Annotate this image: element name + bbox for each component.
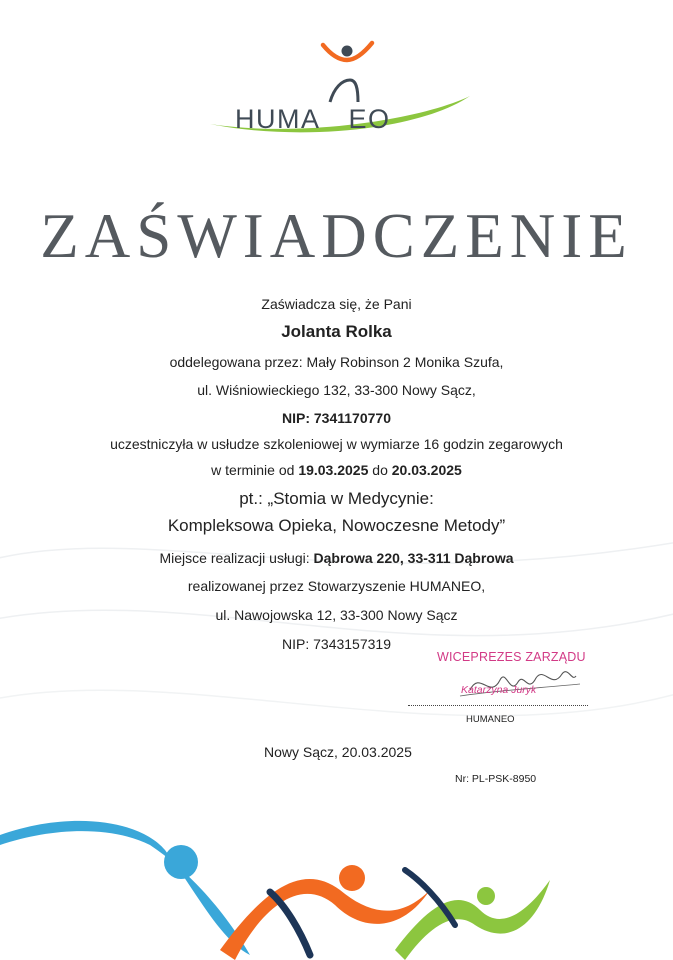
green-dot xyxy=(477,887,495,905)
delegated-by-line: oddelegowana przez: Mały Robinson 2 Monika Szufa, xyxy=(169,354,504,370)
orange-dot xyxy=(339,865,365,891)
term-line xyxy=(0,462,673,478)
stamp-title: WICEPREZES ZARZĄDU xyxy=(437,650,586,664)
location-line xyxy=(0,550,673,566)
document-number: Nr: PL-PSK-8950 xyxy=(455,773,537,785)
term-prefix: w terminie od xyxy=(211,462,295,478)
participation-line: uczestniczyła w usłudze szkoleniowej w wymiarze 16 godzin zegarowych xyxy=(110,436,563,452)
date-from: 19.03.2025 xyxy=(298,462,369,478)
navy-accent-left xyxy=(270,892,310,955)
location-value: Dąbrowa 220, 33-311 Dąbrowa xyxy=(313,550,514,566)
signature-organization: HUMANEO xyxy=(466,714,515,725)
humaneo-logo xyxy=(0,30,673,140)
stamp-name: Katarzyna Juryk xyxy=(461,684,537,696)
signature-line xyxy=(408,705,588,706)
person-name: Jolanta Rolka xyxy=(281,322,392,341)
blue-ribbon xyxy=(0,821,250,955)
date-to: 20.03.2025 xyxy=(391,462,462,478)
location-label: Miejsce realizacji usługi: xyxy=(159,550,310,566)
delegated-address-line: ul. Wiśniowieckiego 132, 33-300 Nowy Sącz, xyxy=(197,382,476,398)
logo-wordmark: HUMA EO xyxy=(235,104,391,134)
decorative-swirls xyxy=(0,800,673,960)
place-date: Nowy Sącz, 20.03.2025 xyxy=(264,744,412,760)
term-mid: do xyxy=(372,462,388,478)
subject-line-1: pt.: „Stomia w Medycynie: xyxy=(239,489,434,508)
nip-value: 7341170770 xyxy=(313,410,391,426)
intro-line: Zaświadcza się, że Pani xyxy=(261,296,412,312)
organizer-line: realizowanej przez Stowarzyszenie HUMANEO, xyxy=(187,578,486,594)
nip-label: NIP: xyxy=(282,410,310,426)
nip-line xyxy=(0,410,673,426)
green-ribbon xyxy=(395,880,550,960)
organizer-address-line: ul. Nawojowska 12, 33-300 Nowy Sącz xyxy=(215,607,458,623)
blue-dot xyxy=(164,845,198,879)
subject-line-2: Kompleksowa Opieka, Nowoczesne Metody” xyxy=(167,516,506,535)
organizer-nip-line: NIP: 7343157319 xyxy=(282,636,391,652)
page-title: ZAŚWIADCZENIE xyxy=(40,201,633,271)
